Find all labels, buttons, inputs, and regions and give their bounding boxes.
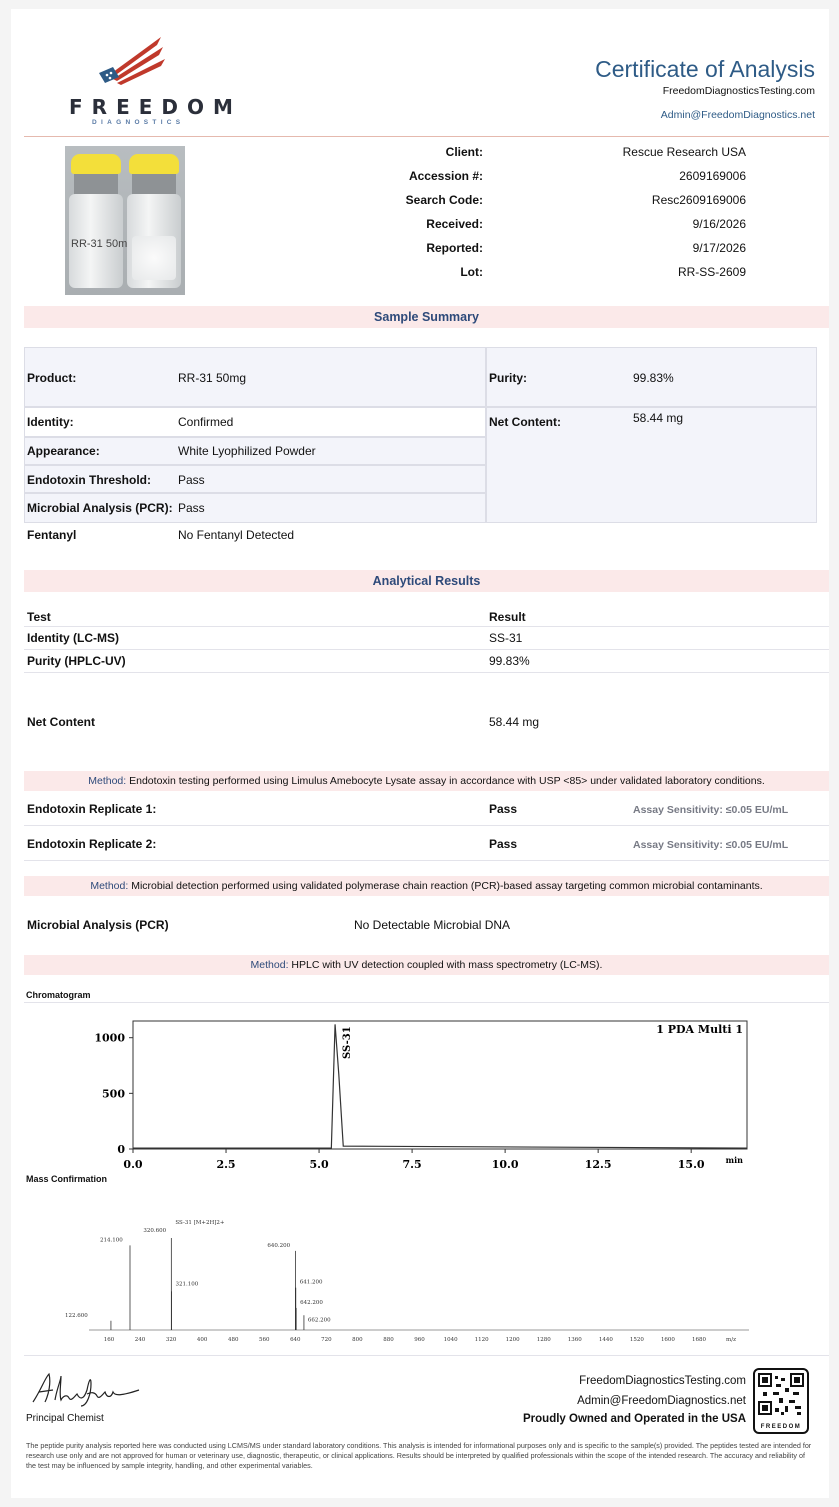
reported-value: 9/17/2026 [692, 241, 746, 255]
mass-confirmation-title: Mass Confirmation [26, 1174, 108, 1184]
endotoxin-replicate-1-label: Endotoxin Replicate 1: [27, 802, 157, 816]
identity-value: Confirmed [178, 415, 234, 429]
table-row-result: 99.83% [489, 654, 530, 668]
x-tick-label: 2.5 [216, 1158, 236, 1171]
microbial-analysis-result: No Detectable Microbial DNA [354, 918, 511, 932]
certificate-page [11, 9, 829, 1498]
microbial-summary-label: Microbial Analysis (PCR): [27, 501, 173, 515]
identity-label: Identity: [27, 415, 74, 429]
table-row-result: SS-31 [489, 631, 523, 645]
signer-role: Principal Chemist [26, 1413, 104, 1424]
mz-peak-label: 662.200 [307, 1317, 331, 1324]
endotoxin-replicate-2-label: Endotoxin Replicate 2: [27, 837, 157, 851]
method-label: Method: [90, 880, 129, 892]
signature-image [31, 1370, 141, 1410]
endotoxin-threshold-value: Pass [178, 473, 205, 487]
mz-peak-label: 214.100 [99, 1237, 123, 1244]
x-tick-label: 7.5 [402, 1158, 422, 1171]
result-column-header: Result [489, 610, 526, 624]
accession-value: 2609169006 [679, 169, 746, 183]
y-tick-label: 1000 [94, 1031, 125, 1045]
appearance-label: Appearance: [27, 444, 100, 458]
mz-tick-label: 640 [290, 1337, 301, 1343]
mz-annotation: SS-31 [M+2H]2+ [175, 1220, 225, 1226]
logo-subtitle: DIAGNOSTICS [92, 119, 185, 126]
endotoxin-method-text: Endotoxin testing performed using Limulus Amebocyte Lysate assay in accordance with USP <85> under validated laboratory conditions. [129, 775, 765, 787]
logo-wordmark: FREEDOM [69, 95, 242, 119]
mz-tick-label: 1680 [692, 1337, 706, 1343]
product-vial-photo [65, 146, 185, 295]
page-title: Certificate of Analysis [595, 56, 815, 82]
mz-tick-label: 800 [352, 1337, 363, 1343]
y-tick-label: 0 [117, 1143, 125, 1156]
product-label: Product: [27, 371, 77, 385]
endotoxin-threshold-label: Endotoxin Threshold: [27, 473, 151, 487]
sample-summary-heading: Sample Summary [24, 306, 829, 328]
mz-tick-label: 960 [414, 1337, 425, 1343]
mz-tick-label: 1520 [629, 1337, 644, 1343]
mz-tick-label: 1120 [474, 1337, 489, 1343]
x-tick-label: 5.0 [309, 1158, 329, 1171]
mz-tick-label: 720 [321, 1337, 332, 1343]
mz-tick-label: 880 [383, 1337, 394, 1343]
mz-peak-label: 642.200 [300, 1299, 323, 1306]
endotoxin-replicate-2-result: Pass [489, 837, 518, 851]
legend-label: 1 PDA Multi 1 [656, 1023, 743, 1036]
appearance-value: White Lyophilized Powder [178, 444, 316, 458]
header-website-link[interactable]: FreedomDiagnosticsTesting.com [662, 85, 815, 97]
client-label: Client: [445, 145, 483, 159]
client-value: Rescue Research USA [622, 145, 746, 159]
lot-value: RR-SS-2609 [677, 265, 746, 279]
chromatogram-title: Chromatogram [26, 990, 91, 1000]
x-tick-label: 12.5 [584, 1158, 612, 1171]
hplc-method-text: HPLC with UV detection coupled with mass spectrometry (LC-MS). [291, 959, 603, 971]
x-tick-label: 10.0 [491, 1158, 519, 1171]
mz-tick-label: 1280 [536, 1337, 551, 1343]
mz-peak-label: 122.600 [64, 1312, 88, 1319]
mz-peak-label: 640.200 [267, 1242, 291, 1249]
received-value: 9/16/2026 [692, 217, 746, 231]
accession-label: Accession #: [408, 169, 483, 183]
mz-tick-label: 160 [103, 1337, 115, 1343]
mz-tick-label: 1360 [567, 1337, 582, 1343]
fentanyl-value: No Fentanyl Detected [178, 528, 295, 542]
mz-tick-label: 560 [259, 1337, 270, 1343]
footer-website-link[interactable]: FreedomDiagnosticsTesting.com [579, 1375, 746, 1387]
qr-code-icon[interactable] [753, 1368, 809, 1434]
mass-spectrum-chart [64, 1214, 751, 1344]
flag-logo-icon [99, 35, 169, 87]
chromatogram-chart [71, 1009, 747, 1169]
table-row-test: Identity (LC-MS) [27, 631, 119, 645]
hplc-method-bar [24, 955, 829, 975]
received-label: Received: [426, 217, 483, 231]
plot-frame [133, 1021, 747, 1149]
footer-tagline: Proudly Owned and Operated in the USA [523, 1413, 746, 1425]
mz-peak-label: 321.100 [175, 1281, 199, 1288]
footer-email-link[interactable]: Admin@FreedomDiagnostics.net [577, 1395, 746, 1407]
reported-label: Reported: [426, 241, 483, 255]
lot-label: Lot: [460, 265, 483, 279]
mz-tick-label: 480 [227, 1337, 239, 1343]
x-tick-label: 0.0 [123, 1158, 143, 1171]
table-row-result: 58.44 mg [489, 715, 540, 729]
disclaimer-text: The peptide purity analysis reported here was conducted using LCMS/MS under standard laboratory conditions. This analysis is intended for informational purposes only and is specific to the sample(s) provided. The peptides tested are intended for research use only and are not approved for human or veterinary use, diagnostic, therapeutic, or clinical applications. Results should be interpreted by qualified professionals within the scope of the intended research. The accuracy and reliability of the test may be influenced by sample integrity, handling, and other experimental variables. [26, 1441, 812, 1470]
vial-label-text: RR-31 50m [71, 238, 128, 250]
search-code-label: Search Code: [405, 193, 483, 207]
microbial-method-text: Microbial detection performed using validated polymerase chain reaction (PCR)-based assay targeting common microbial contaminants. [131, 880, 763, 892]
net-content-value: 58.44 mg [633, 411, 684, 425]
table-row-test: Net Content [27, 715, 95, 729]
microbial-analysis-label: Microbial Analysis (PCR) [27, 918, 169, 932]
mz-tick-label: 1600 [660, 1337, 675, 1343]
endotoxin-method-bar [24, 771, 829, 791]
mz-tick-label: 240 [134, 1337, 146, 1343]
product-value: RR-31 50mg [178, 371, 247, 385]
peak-label: SS-31 [341, 1026, 353, 1059]
qr-brand-text: FREEDOM [760, 1424, 802, 1430]
fentanyl-label: Fentanyl [27, 528, 77, 542]
mz-tick-label: 1440 [598, 1337, 613, 1343]
mz-tick-label: 400 [196, 1337, 208, 1343]
mz-tick-label: m/z [726, 1337, 736, 1343]
method-label: Method: [88, 775, 127, 787]
net-content-label: Net Content: [489, 415, 561, 429]
header-divider [24, 136, 829, 137]
endotoxin-replicate-2-sensitivity: Assay Sensitivity: ≤0.05 EU/mL [633, 839, 789, 851]
mz-peak-label: 641.200 [299, 1279, 323, 1286]
endotoxin-replicate-1-sensitivity: Assay Sensitivity: ≤0.05 EU/mL [633, 804, 789, 816]
purity-label: Purity: [489, 371, 528, 385]
search-code-value: Resc2609169006 [651, 193, 746, 207]
test-column-header: Test [27, 610, 51, 624]
mz-peak-label: 320.600 [143, 1228, 167, 1234]
method-label: Method: [250, 959, 289, 971]
y-tick-label: 500 [102, 1087, 125, 1101]
purity-value: 99.83% [633, 371, 674, 385]
endotoxin-replicate-1-result: Pass [489, 802, 518, 816]
mz-tick-label: 320 [165, 1337, 177, 1343]
x-axis-unit: min [725, 1155, 743, 1165]
x-tick-label: 15.0 [677, 1158, 705, 1171]
header-email-link[interactable]: Admin@FreedomDiagnostics.net [660, 109, 815, 121]
table-row-test: Purity (HPLC-UV) [27, 654, 126, 668]
microbial-method-bar [24, 876, 829, 896]
mz-tick-label: 1040 [443, 1337, 458, 1343]
analytical-results-heading: Analytical Results [24, 570, 829, 592]
microbial-summary-value: Pass [178, 501, 205, 515]
chromatogram-trace [133, 1024, 747, 1148]
mz-tick-label: 1200 [505, 1337, 520, 1343]
